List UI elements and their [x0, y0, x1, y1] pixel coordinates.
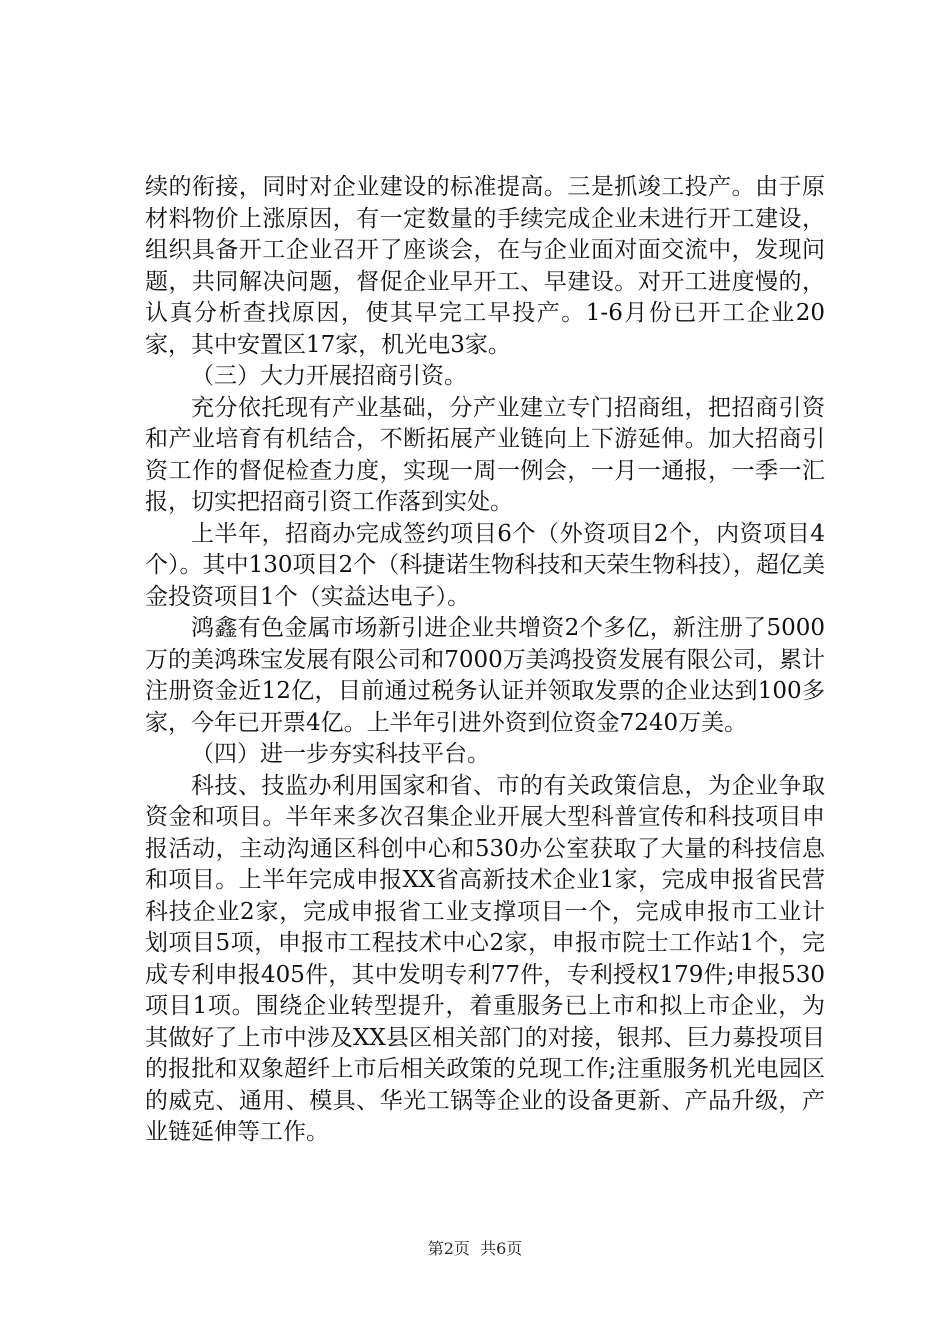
body-paragraph: 鸿鑫有色金属市场新引进企业共增资2个多亿，新注册了5000万的美鸿珠宝发展有限公司和7000万美鸿投资发展有限公司，累计注册资金近12亿，目前通过税务认证并领取发票的企业达到100多家，今年已开票4亿。上半年引进外资到位资金7240万美。	[145, 615, 825, 736]
section-heading-four: （四）进一步夯实科技平台。	[191, 741, 490, 767]
section-heading-three: （三）大力开展招商引资。	[191, 363, 467, 389]
page-footer	[0, 1236, 950, 1259]
body-paragraph: 充分依托现有产业基础，分产业建立专门招商组，把招商引资和产业培育有机结合，不断拓展产业链向上下游延伸。加大招商引资工作的督促检查力度，实现一周一例会，一月一通报，一季一汇报，切实把招商引资工作落到实处。	[145, 394, 825, 515]
page-number-label: 第2页 共6页	[427, 1239, 523, 1258]
body-paragraph: 续的衔接，同时对企业建设的标准提高。三是抓竣工投产。由于原材料物价上涨原因，有一定数量的手续完成企业未进行开工建设，组织具备开工企业召开了座谈会，在与企业面对面交流中，发现问题，共同解决问题，督促企业早开工、早建设。对开工进度慢的，认真分析查找原因，使其早完工早投产。1-6月份已开工企业20家，其中安置区17家，机光电3家。	[145, 174, 825, 358]
document-body	[145, 172, 825, 1149]
body-paragraph: 科技、技监办利用国家和省、市的有关政策信息，为企业争取资金和项目。半年来多次召集企业开展大型科普宣传和科技项目申报活动，主动沟通区科创中心和530办公室获取了大量的科技信息和项目。上半年完成申报XX省高新技术企业1家，完成申报省民营科技企业2家，完成申报省工业支撑项目一个，完成申报市工业计划项目5项，申报市工程技术中心2家，申报市院士工作站1个，完成专利申报405件，其中发明专利77件，专利授权179件;申报530项目1项。围绕企业转型提升，着重服务已上市和拟上市企业，为其做好了上市中涉及XX县区相关部门的对接，银邦、巨力募投项目的报批和双象超纤上市后相关政策的兑现工作;注重服务机光电园区的威克、通用、模具、华光工锅等企业的设备更新、产品升级，产业链延伸等工作。	[145, 772, 825, 1145]
body-paragraph: 上半年，招商办完成签约项目6个（外资项目2个，内资项目4个）。其中130项目2个（科捷诺生物科技和天荣生物科技），超亿美金投资项目1个（实益达电子）。	[145, 520, 825, 610]
